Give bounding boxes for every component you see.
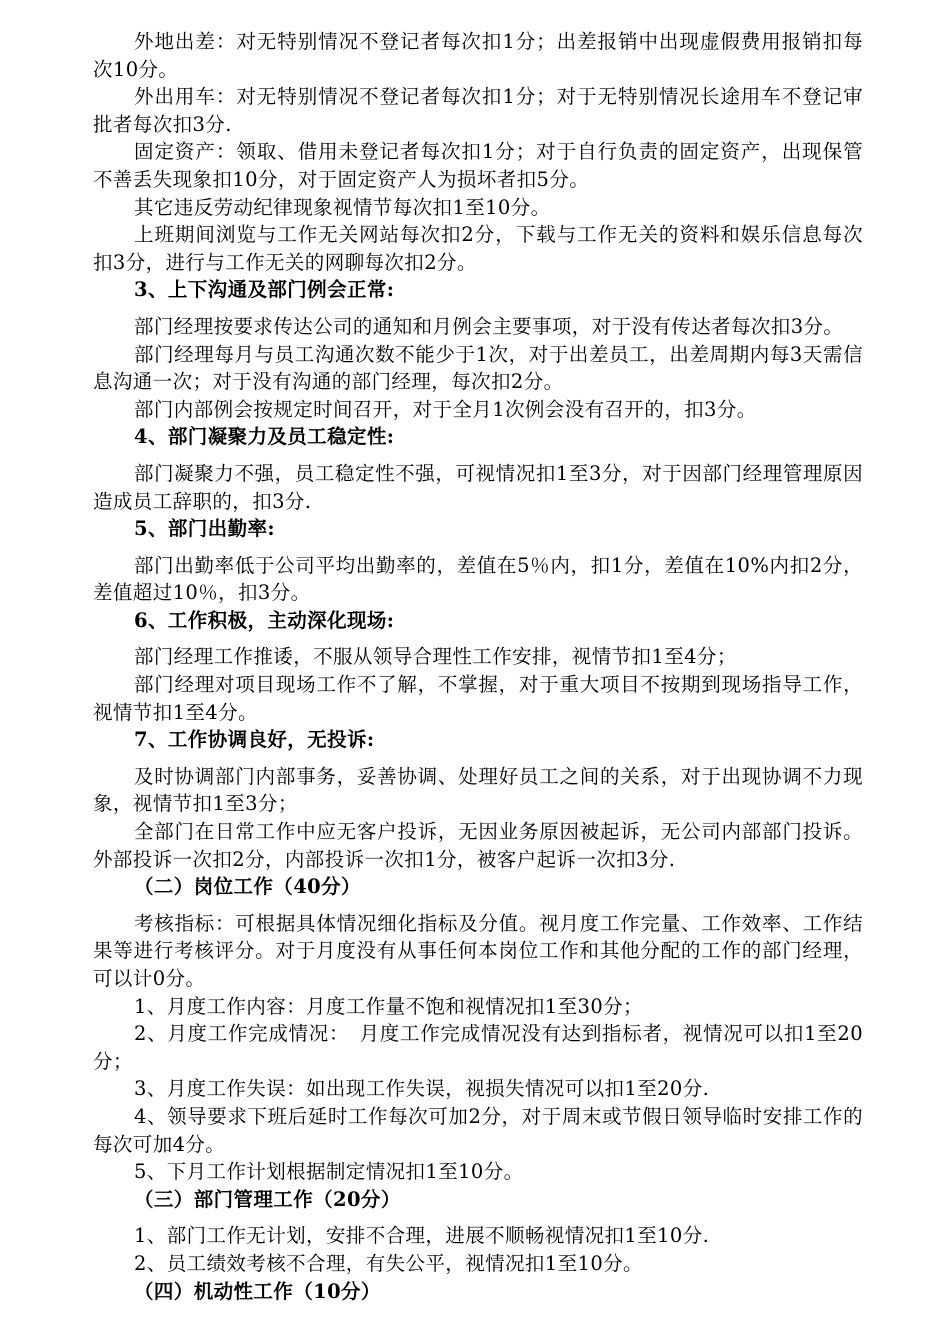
paragraph-mgmt-1: 1、部门工作无计划，安排不合理，进展不顺畅视情况扣1至10分. (134, 1224, 710, 1248)
paragraph-site: 部门经理对项目现场工作不了解，不掌握，对于重大项目不按期到现场指导工作，视情节扣1至4分。 (93, 673, 863, 724)
paragraph-coordination: 及时协调部门内部事务，妥善协调、处理好员工之间的关系，对于出现协调不力现象，视情节扣1至3分； (93, 764, 863, 816)
paragraph-complaints: 全部门在日常工作中应无客户投诉，无因业务原因被起诉，无公司内部部门投诉。外部投诉一次扣2分，内部投诉一次扣1分，被客户起诉一次扣3分. (93, 820, 863, 871)
paragraph-item-4: 4、领导要求下班后延时工作每次可加2分，对于周末或节假日领导临时安排工作的每次可加4分。 (93, 1104, 863, 1156)
heading-cohesion: 4、部门凝聚力及员工稳定性: (134, 425, 395, 449)
paragraph-item-1: 1、月度工作内容：月度工作量不饱和视情况扣1至30分； (134, 994, 643, 1018)
paragraph-internet: 上班期间浏览与工作无关网站每次扣2分，下载与工作无关的资料和娱乐信息每次扣3分，进行与工作无关的网聊每次扣2分。 (93, 223, 863, 274)
paragraph-discipline: 其它违反劳动纪律现象视情节每次扣1至10分。 (134, 195, 551, 219)
paragraph-meeting: 部门内部例会按规定时间召开，对于全月1次例会没有召开的，扣3分。 (134, 397, 757, 421)
paragraph-travel: 外地出差：对无特别情况不登记者每次扣1分；出差报销中出现虚假费用报销扣每次10分。 (93, 30, 863, 81)
paragraph-item-3: 3、月度工作失误：如出现工作失误，视损失情况可以扣1至20分. (134, 1077, 710, 1101)
paragraph-fixed-assets: 固定资产：领取、借用未登记者每次扣1分；对于自行负责的固定资产，出现保管不善丢失现象扣10分，对于固定资产人为损坏者扣5分。 (93, 140, 863, 191)
heading-attendance: 5、部门出勤率: (134, 517, 275, 541)
heading-section-3: （三）部门管理工作（20分） (134, 1187, 401, 1211)
document-page (93, 28, 863, 1305)
paragraph-vehicle: 外出用车：对无特别情况不登记者每次扣1分；对于无特别情况长途用车不登记审批者每次扣3分. (93, 85, 863, 136)
heading-section-2: （二）岗位工作（40分） (134, 875, 361, 899)
paragraph-item-5: 5、下月工作计划根据制定情况扣1至10分。 (134, 1160, 524, 1184)
paragraph-indicators: 考核指标：可根据具体情况细化指标及分值。视月度工作完量、工作效率、工作结果等进行考核评分。对于月度没有从事任何本岗位工作和其他分配的工作的部门经理，可以计0分。 (93, 911, 863, 990)
paragraph-item-2: 2、月度工作完成情况： 月度工作完成情况没有达到指标者，视情况可以扣1至20分； (93, 1022, 863, 1073)
paragraph-shirk: 部门经理工作推诿，不服从领导合理性工作安排，视情节扣1至4分； (134, 645, 737, 669)
heading-coordination: 7、工作协调良好，无投诉: (134, 728, 375, 752)
heading-section-4: （四）机动性工作（10分） (134, 1279, 381, 1303)
heading-communication: 3、上下沟通及部门例会正常: (134, 278, 395, 302)
paragraph-cohesion: 部门凝聚力不强，员工稳定性不强，可视情况扣1至3分，对于因部门经理管理原因造成员工辞职的，扣3分. (93, 461, 863, 513)
heading-initiative: 6、工作积极，主动深化现场: (134, 608, 395, 632)
paragraph-notice: 部门经理按要求传达公司的通知和月例会主要事项，对于没有传达者每次扣3分。 (134, 314, 844, 338)
paragraph-attendance: 部门出勤率低于公司平均出勤率的，差值在5％内，扣1分，差值在10%内扣2分，差值超过10％，扣3分。 (93, 553, 863, 605)
paragraph-mgmt-2: 2、员工绩效考核不合理，有失公平，视情况扣1至10分。 (134, 1251, 643, 1275)
paragraph-communication: 部门经理每月与员工沟通次数不能少于1次，对于出差员工，出差周期内每3天需信息沟通一次；对于没有沟通的部门经理，每次扣2分。 (93, 342, 863, 394)
